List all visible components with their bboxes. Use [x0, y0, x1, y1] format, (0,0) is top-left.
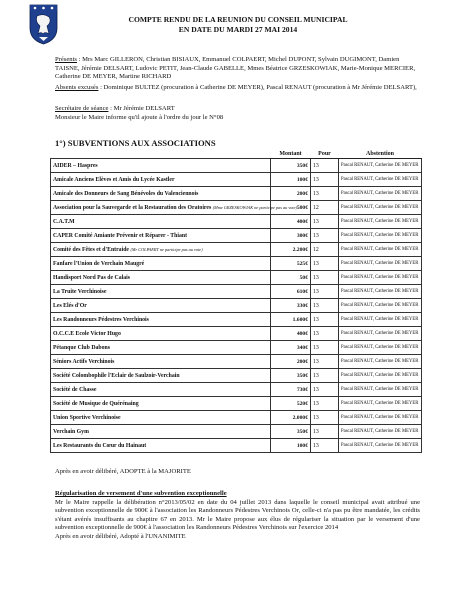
abstention-cell: Pascal RENAUT, Catherine DE MEYER [339, 243, 422, 257]
header-abstention: Abstention [339, 150, 422, 159]
table-row [51, 369, 422, 383]
abstention-cell: Pascal RENAUT, Catherine DE MEYER [339, 355, 422, 369]
association-name: CAPER Comité Amiante Prévenir et Réparer - Thiant [53, 232, 188, 239]
present-label: Présents [55, 56, 77, 63]
table-row [51, 425, 422, 439]
table-row [51, 285, 422, 299]
association-name: AIDER – Haspres [53, 162, 98, 169]
association-name-cell [51, 187, 271, 201]
abstention-cell: Pascal RENAUT, Catherine DE MEYER [339, 425, 422, 439]
amount-cell: 2.200€ [271, 243, 311, 257]
association-name: Les Elés d'Or [53, 302, 87, 309]
votes-for-cell: 13 [311, 173, 339, 187]
votes-for-cell: 13 [311, 327, 339, 341]
association-name: Société de Musique de Quérénaing [53, 400, 139, 407]
table-row [51, 383, 422, 397]
association-name-cell [51, 229, 271, 243]
votes-for-cell: 13 [311, 257, 339, 271]
header-association [51, 150, 271, 159]
document-title [118, 15, 358, 35]
association-name: Séniors Actifs Verchinois [53, 358, 115, 365]
votes-for-cell: 13 [311, 439, 339, 453]
association-name: C.A.T.M [53, 218, 75, 225]
association-name-cell [51, 159, 271, 173]
agenda-note: Monsieur le Maire informe qu'il ajoute à l'ordre du jour le N°08 [55, 114, 224, 121]
table-row [51, 257, 422, 271]
subsidies-table [50, 150, 422, 453]
abstention-cell: Pascal RENAUT, Catherine DE MEYER [339, 285, 422, 299]
association-name: Société Colombophile l'Eclair de Saulzoir-Verchain [53, 372, 180, 379]
table-row [51, 299, 422, 313]
association-name: La Truite Verchinoise [53, 288, 107, 295]
votes-for-cell: 13 [311, 355, 339, 369]
secretary-text: : Mr Jérémie DELSART [110, 105, 175, 112]
abstention-cell: Pascal RENAUT, Catherine DE MEYER [339, 369, 422, 383]
association-name-cell [51, 439, 271, 453]
table-row [51, 355, 422, 369]
amount-cell: 500€ [271, 201, 311, 215]
votes-for-cell: 12 [311, 243, 339, 257]
abstention-cell: Pascal RENAUT, Catherine DE MEYER [339, 313, 422, 327]
amount-cell: 400€ [271, 327, 311, 341]
amount-cell: 50€ [271, 271, 311, 285]
amount-cell: 1.600€ [271, 313, 311, 327]
association-name-cell [51, 243, 271, 257]
secretary-label: Secrétaire de séance [55, 105, 109, 112]
table-row [51, 229, 422, 243]
association-name-cell [51, 327, 271, 341]
association-name: Union Sportive Verchinoise [53, 414, 121, 421]
abstention-cell: Pascal RENAUT, Catherine DE MEYER [339, 327, 422, 341]
votes-for-cell: 13 [311, 411, 339, 425]
amount-cell: 100€ [271, 173, 311, 187]
amount-cell: 350€ [271, 369, 311, 383]
title-line-1: COMPTE RENDU DE LA REUNION DU CONSEIL MUNICIPAL [128, 15, 348, 24]
association-name-cell [51, 215, 271, 229]
association-note: (Mme GRZESKOWIAK ne participe pas au vote) [212, 204, 297, 210]
table-row [51, 159, 422, 173]
votes-for-cell: 13 [311, 341, 339, 355]
association-name-cell [51, 257, 271, 271]
association-name-cell [51, 411, 271, 425]
association-name: Amicale des Donneurs de Sang Bénévoles du Valenciennois [53, 190, 199, 197]
table-row [51, 313, 422, 327]
association-name: Pétanque Club Dabons [53, 344, 111, 351]
votes-for-cell: 13 [311, 159, 339, 173]
title-line-2: EN DATE DU MARDI 27 MAI 2014 [178, 25, 298, 34]
votes-for-cell: 13 [311, 229, 339, 243]
association-note: (Mr COLPAERT ne participe pas au vote) [130, 246, 203, 252]
absent-label: Absents excusés [55, 84, 99, 91]
present-text: : Mrs Marc GILLERON, Christian BISIAUX, Emmanuel COLPAERT, Michel DUPONT, Sylvain DUGIMONT, Damien TAISNE, Jérémie DELSART, Ludovic PETIT, Jean-Claude GABELLE, Mmes Béatrice GRZESKOWIAK, Marie-Monique MERCIER, Catherine DE MEYER, Martine RICHARD [55, 56, 416, 81]
abstention-cell: Pascal RENAUT, Catherine DE MEYER [339, 341, 422, 355]
table-row [51, 327, 422, 341]
amount-cell: 300€ [271, 229, 311, 243]
association-name: Fanfare l'Union de Verchain Maugré [53, 260, 145, 267]
table-header-row [51, 150, 422, 159]
association-name: Comité des Fêtes et d'Entraide [53, 246, 129, 253]
table-row [51, 271, 422, 285]
association-name-cell [51, 201, 297, 215]
table-row [51, 215, 422, 229]
association-name: Société de Chasse [53, 386, 97, 393]
association-name-cell [51, 313, 271, 327]
regularisation-conclusion: Après en avoir délibéré, Adopté à l'UNANIMITE [55, 532, 186, 540]
abstention-cell: Pascal RENAUT, Catherine DE MEYER [339, 215, 422, 229]
amount-cell: 330€ [271, 299, 311, 313]
votes-for-cell: 13 [311, 215, 339, 229]
table-row [51, 243, 422, 257]
abstention-cell: Pascal RENAUT, Catherine DE MEYER [339, 383, 422, 397]
abstention-cell: Pascal RENAUT, Catherine DE MEYER [339, 299, 422, 313]
table-body [51, 159, 422, 453]
amount-cell: 350€ [271, 425, 311, 439]
votes-for-cell: 13 [311, 397, 339, 411]
table-row [51, 397, 422, 411]
association-name-cell [51, 299, 271, 313]
abstention-cell: Pascal RENAUT, Catherine DE MEYER [339, 173, 422, 187]
amount-cell: 200€ [271, 187, 311, 201]
header-amount: Montant [271, 150, 311, 159]
votes-for-cell: 13 [311, 299, 339, 313]
amount-cell: 2.000€ [271, 411, 311, 425]
amount-cell: 400€ [271, 215, 311, 229]
association-name-cell [51, 355, 271, 369]
abstention-cell: Pascal RENAUT, Catherine DE MEYER [339, 271, 422, 285]
association-name: Handisport Nord Pas de Calais [53, 274, 130, 281]
attendance-paragraph [55, 56, 420, 82]
association-name-cell [51, 271, 271, 285]
section-heading: 1°) SUBVENTIONS AUX ASSOCIATIONS [55, 138, 216, 148]
votes-for-cell: 13 [311, 425, 339, 439]
abstention-cell: Pascal RENAUT, Catherine DE MEYER [339, 229, 422, 243]
votes-for-cell: 13 [311, 369, 339, 383]
absent-text: : Dominique BULTEZ (procuration à Catherine DE MEYER), Pascal RENAUT (procuration à Mr Jérémie DELSART), [100, 84, 417, 91]
table-row [51, 187, 422, 201]
association-name: O.C.C.E Ecole Victor Hugo [53, 330, 121, 337]
abstention-cell: Pascal RENAUT, Catherine DE MEYER [339, 159, 422, 173]
table-row [51, 341, 422, 355]
votes-for-cell: 13 [311, 383, 339, 397]
table-row [51, 173, 422, 187]
association-name-cell [51, 383, 271, 397]
votes-for-cell: 13 [311, 313, 339, 327]
amount-cell: 730€ [271, 383, 311, 397]
coat-of-arms-logo [29, 4, 58, 45]
amount-cell: 520€ [271, 397, 311, 411]
amount-cell: 340€ [271, 341, 311, 355]
votes-for-cell: 13 [311, 285, 339, 299]
abstention-cell: Pascal RENAUT, Catherine DE MEYER [339, 201, 422, 215]
votes-for-cell: 12 [311, 201, 339, 215]
abstention-cell: Pascal RENAUT, Catherine DE MEYER [339, 439, 422, 453]
table-row [51, 411, 422, 425]
regularisation-title: Régularisation de versement d'une subvention exceptionnelle [55, 490, 227, 497]
secretary-line [55, 105, 420, 114]
amount-cell: 100€ [271, 439, 311, 453]
association-name: Association pour la Sauvegarde et la Restauration des Oratoires [53, 204, 212, 211]
association-name: Verchain Gym [53, 428, 89, 435]
regularisation-body: Mr le Maire rappelle la délibération n°2013/05/02 en date du 04 juillet 2013 dans laquelle le conseil municipal avait attribué une subvention exceptionnelle de 900€ à l'association les Randonneurs Pédestres Verchinois Or, celle-ci n'a pas pu être mandatée, les crédits s'étant avérés insuffisants au chapitre 67 en 2013. Mr le Maire propose aux élus de régulariser la situation par le versement d'une subvention exceptionnelle de 900€ à l'association les Randonneurs Pédestres Verchinois sur l'exercice 2014 [55, 498, 420, 532]
association-name: Les Restaurants du Cœur du Hainaut [53, 442, 147, 449]
votes-for-cell: 13 [311, 271, 339, 285]
association-name: Amicale Anciens Elèves et Amis du Lycée Kastler [53, 176, 175, 183]
regularisation-section [55, 490, 420, 542]
abstention-cell: Pascal RENAUT, Catherine DE MEYER [339, 411, 422, 425]
header-for: Pour [311, 150, 339, 159]
table-row [51, 439, 422, 453]
association-name-cell [51, 369, 271, 383]
amount-cell: 610€ [271, 285, 311, 299]
amount-cell: 200€ [271, 355, 311, 369]
table-row [51, 201, 422, 215]
association-name-cell [51, 341, 271, 355]
association-name: Les Randonneurs Pédestres Verchinois [53, 316, 149, 323]
association-name-cell [51, 285, 271, 299]
votes-for-cell: 13 [311, 187, 339, 201]
association-name-cell [51, 173, 271, 187]
association-name-cell [51, 397, 271, 411]
absent-paragraph [55, 84, 420, 93]
abstention-cell: Pascal RENAUT, Catherine DE MEYER [339, 187, 422, 201]
vote-result: Après en avoir délibéré, ADOPTE à la MAJORITE [55, 468, 191, 475]
amount-cell: 350€ [271, 159, 311, 173]
association-name-cell [51, 425, 271, 439]
amount-cell: 525€ [271, 257, 311, 271]
abstention-cell: Pascal RENAUT, Catherine DE MEYER [339, 397, 422, 411]
abstention-cell: Pascal RENAUT, Catherine DE MEYER [339, 257, 422, 271]
